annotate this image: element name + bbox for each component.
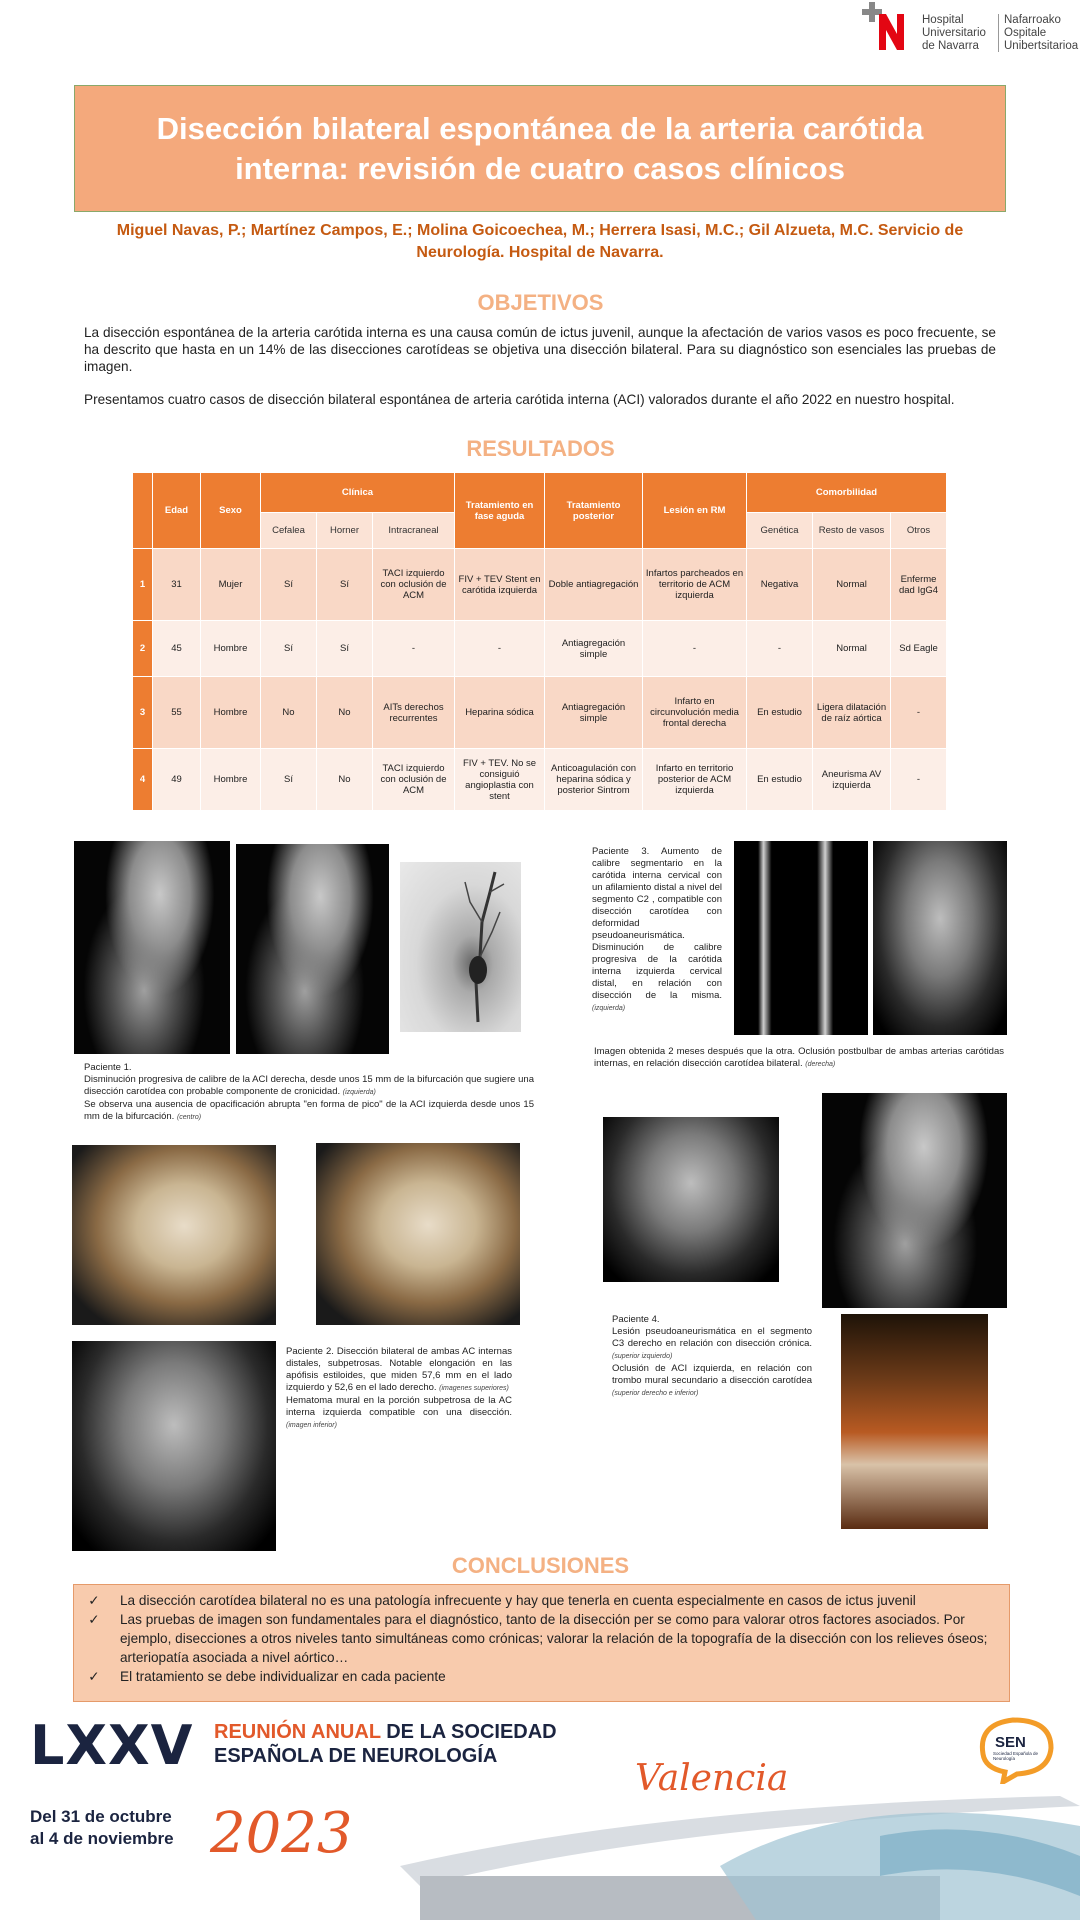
- patient2-caption: Paciente 2. Disección bilateral de ambas AC internas distales, subpetrosas. Notable elongación en las apófisis estiloides, que miden 57,6 mm en el lado izquierdo y 52,6 en el lado derecho. (imagenes superiores) Hematoma mural en la porción subpetrosa de la AC interna izquierda compatible con una disección. (imagen inferior): [286, 1346, 512, 1429]
- sen-logo: SEN Sociedad Española de Neurología: [973, 1714, 1059, 1784]
- hospital-name-eu: Nafarroako Ospitale Unibertsitarioa: [1004, 14, 1079, 52]
- table-header-edad: Edad: [153, 473, 201, 549]
- patient1-caption: Paciente 1. Disminución progresiva de calibre de la ACI derecha, desde unos 15 mm de la bifurcación que sugiere una disección carotídea con probable componente de cronicidad. (izquierda) Se observa una ausencia de opacificación abrupta "en forma de pico" de la ACI izquierda desde unos 15 mm de la bifurcación. (centro): [84, 1062, 534, 1122]
- hospital-logo-icon: [861, 2, 907, 52]
- patient1-angiography-image: [400, 862, 521, 1032]
- results-table: [132, 472, 947, 811]
- list-item: ✓ La disección carotídea bilateral no es una patología infrecuente y hay que tenerla en cuenta especialmente en casos de ictus juvenil: [84, 1591, 999, 1610]
- table-header-tto-aguda: Tratamiento en fase aguda: [455, 473, 545, 549]
- conclusions-box: [73, 1584, 1010, 1702]
- authors: Miguel Navas, P.; Martínez Campos, E.; Molina Goicoechea, M.; Herrera Isasi, M.C.; Gil Alzueta, M.C. Servicio de Neurología. Hospital de Navarra.: [116, 222, 964, 261]
- table-header-resto-vasos: Resto de vasos: [813, 513, 891, 549]
- congress-dates: Del 31 de octubre al 4 de noviembre: [30, 1807, 174, 1848]
- check-icon: ✓: [88, 1612, 100, 1627]
- patient4-3d-vessel-image: [841, 1314, 988, 1529]
- table-row: 2 45 Hombre Sí Sí - - Antiagregación simple - - Normal Sd Eagle: [133, 621, 947, 677]
- congress-footer: [0, 1706, 1081, 1920]
- table-header-lesion: Lesión en RM: [643, 473, 747, 549]
- poster-title: Disección bilateral espontánea de la arteria carótida interna: revisión de cuatro casos clínicos: [156, 110, 924, 186]
- patient2-3d-left-image: [72, 1145, 276, 1325]
- table-header-genetica: Genética: [747, 513, 813, 549]
- patient1-ct-center-image: [236, 844, 389, 1054]
- patient4-caption: Paciente 4. Lesión pseudoaneurismática en el segmento C3 derecho en relación con disección crónica. (superior izquierdo) Oclusión de ACI izquierda, en relación con trombo mural secundario a disección carotídea (superior derecho e inferior): [612, 1314, 812, 1397]
- congress-city: Valencia: [635, 1758, 789, 1799]
- title-banner: [74, 85, 1006, 212]
- objetivos-paragraph-1: La disección espontánea de la arteria carótida interna es una causa común de ictus juvenil, aunque la afectación de varios vasos es poco frecuente, se ha descrito que hasta en un 14% de las disecciones carotídeas se objetiva una disección bilateral. Para su diagnóstico son esenciales las pruebas de imagen.: [84, 325, 996, 374]
- table-header-tto-posterior: Tratamiento posterior: [545, 473, 643, 549]
- resultados-heading: RESULTADOS: [466, 436, 615, 461]
- list-item: ✓ Las pruebas de imagen son fundamentales para el diagnóstico, tanto de la disección per se como para valorar otros factores asociados. Por ejemplo, disecciones a otros niveles tanto simultáneas como crónicas; valorar la relación de la topografía de la disección con los relieves óseos; arteriopatía asociada a nivel aórtico…: [84, 1610, 999, 1667]
- conclusiones-heading: CONCLUSIONES: [451, 1553, 630, 1578]
- table-row: 4 49 Hombre Sí No TACI izquierdo con oclusión de ACM FIV + TEV. No se consiguió angioplastia con stent Anticoagulación con heparina sódica y posterior Sintrom Infarto en territorio posterior de ACM izquierda En estudio Aneurisma AV izquierda -: [133, 749, 947, 811]
- hospital-name-es: Hospital Universitario de Navarra: [922, 14, 986, 52]
- check-icon: ✓: [88, 1593, 100, 1608]
- congress-name: REUNIÓN ANUAL DE LA SOCIEDAD ESPAÑOLA DE NEUROLOGÍA: [214, 1721, 557, 1767]
- table-header-sexo: Sexo: [201, 473, 261, 549]
- patient4-coronal-image: [603, 1117, 779, 1282]
- patient3-mra-image: [734, 841, 868, 1035]
- patient3-caption-2: Imagen obtenida 2 meses después que la otra. Oclusión postbulbar de ambas arterias carótidas internas, en relación disección carotídea bilateral. (derecha): [594, 1046, 1004, 1069]
- table-header-horner: Horner: [317, 513, 373, 549]
- table-header-otros: Otros: [891, 513, 947, 549]
- table-row: 1 31 Mujer Sí Sí TACI izquierdo con oclusión de ACM FIV + TEV Stent en carótida izquierda Doble antiagregación Infartos parcheados en territorio de ACM izquierda Negativa Normal Enferme dad IgG4: [133, 549, 947, 621]
- table-header-num: [133, 473, 153, 549]
- table-row: 3 55 Hombre No No AITs derechos recurrentes Heparina sódica Antiagregación simple Infarto en circunvolución media frontal derecha En estudio Ligera dilatación de raíz aórtica -: [133, 677, 947, 749]
- congress-year: 2023: [210, 1801, 353, 1866]
- objetivos-heading: OBJETIVOS: [477, 290, 604, 315]
- patient3-caption: Paciente 3. Aumento de calibre segmentario en la carótida interna cervical con un afilamiento distal a nivel del segmento C2 , compatible con disección carotídea con deformidad pseudoaneurismática. Disminución de calibre progresiva de la carótida interna izquierda cervical distal, en relación con disección de la misma. (izquierda): [592, 846, 722, 1012]
- congress-edition: LXXV: [30, 1714, 194, 1777]
- table-header-intracraneal: Intracraneal: [373, 513, 455, 549]
- check-icon: ✓: [88, 1669, 100, 1684]
- patient3-coronal-ct-image: [873, 841, 1007, 1035]
- patient2-3d-right-image: [316, 1143, 520, 1325]
- objetivos-paragraph-2: Presentamos cuatro casos de disección bilateral espontánea de arteria carótida interna (ACI) valorados durante el año 2022 en nuestro hospital.: [84, 392, 955, 407]
- patient1-ct-left-image: [74, 841, 230, 1054]
- logo-divider: [998, 14, 999, 52]
- table-header-comorbilidad: Comorbilidad: [747, 473, 947, 513]
- patient2-axial-image: [72, 1341, 276, 1551]
- table-header-clinica: Clínica: [261, 473, 455, 513]
- patient4-sagittal-image: [822, 1093, 1007, 1308]
- list-item: ✓ El tratamiento se debe individualizar en cada paciente: [84, 1667, 999, 1686]
- conclusions-list: [74, 1585, 1009, 1686]
- table-header-cefalea: Cefalea: [261, 513, 317, 549]
